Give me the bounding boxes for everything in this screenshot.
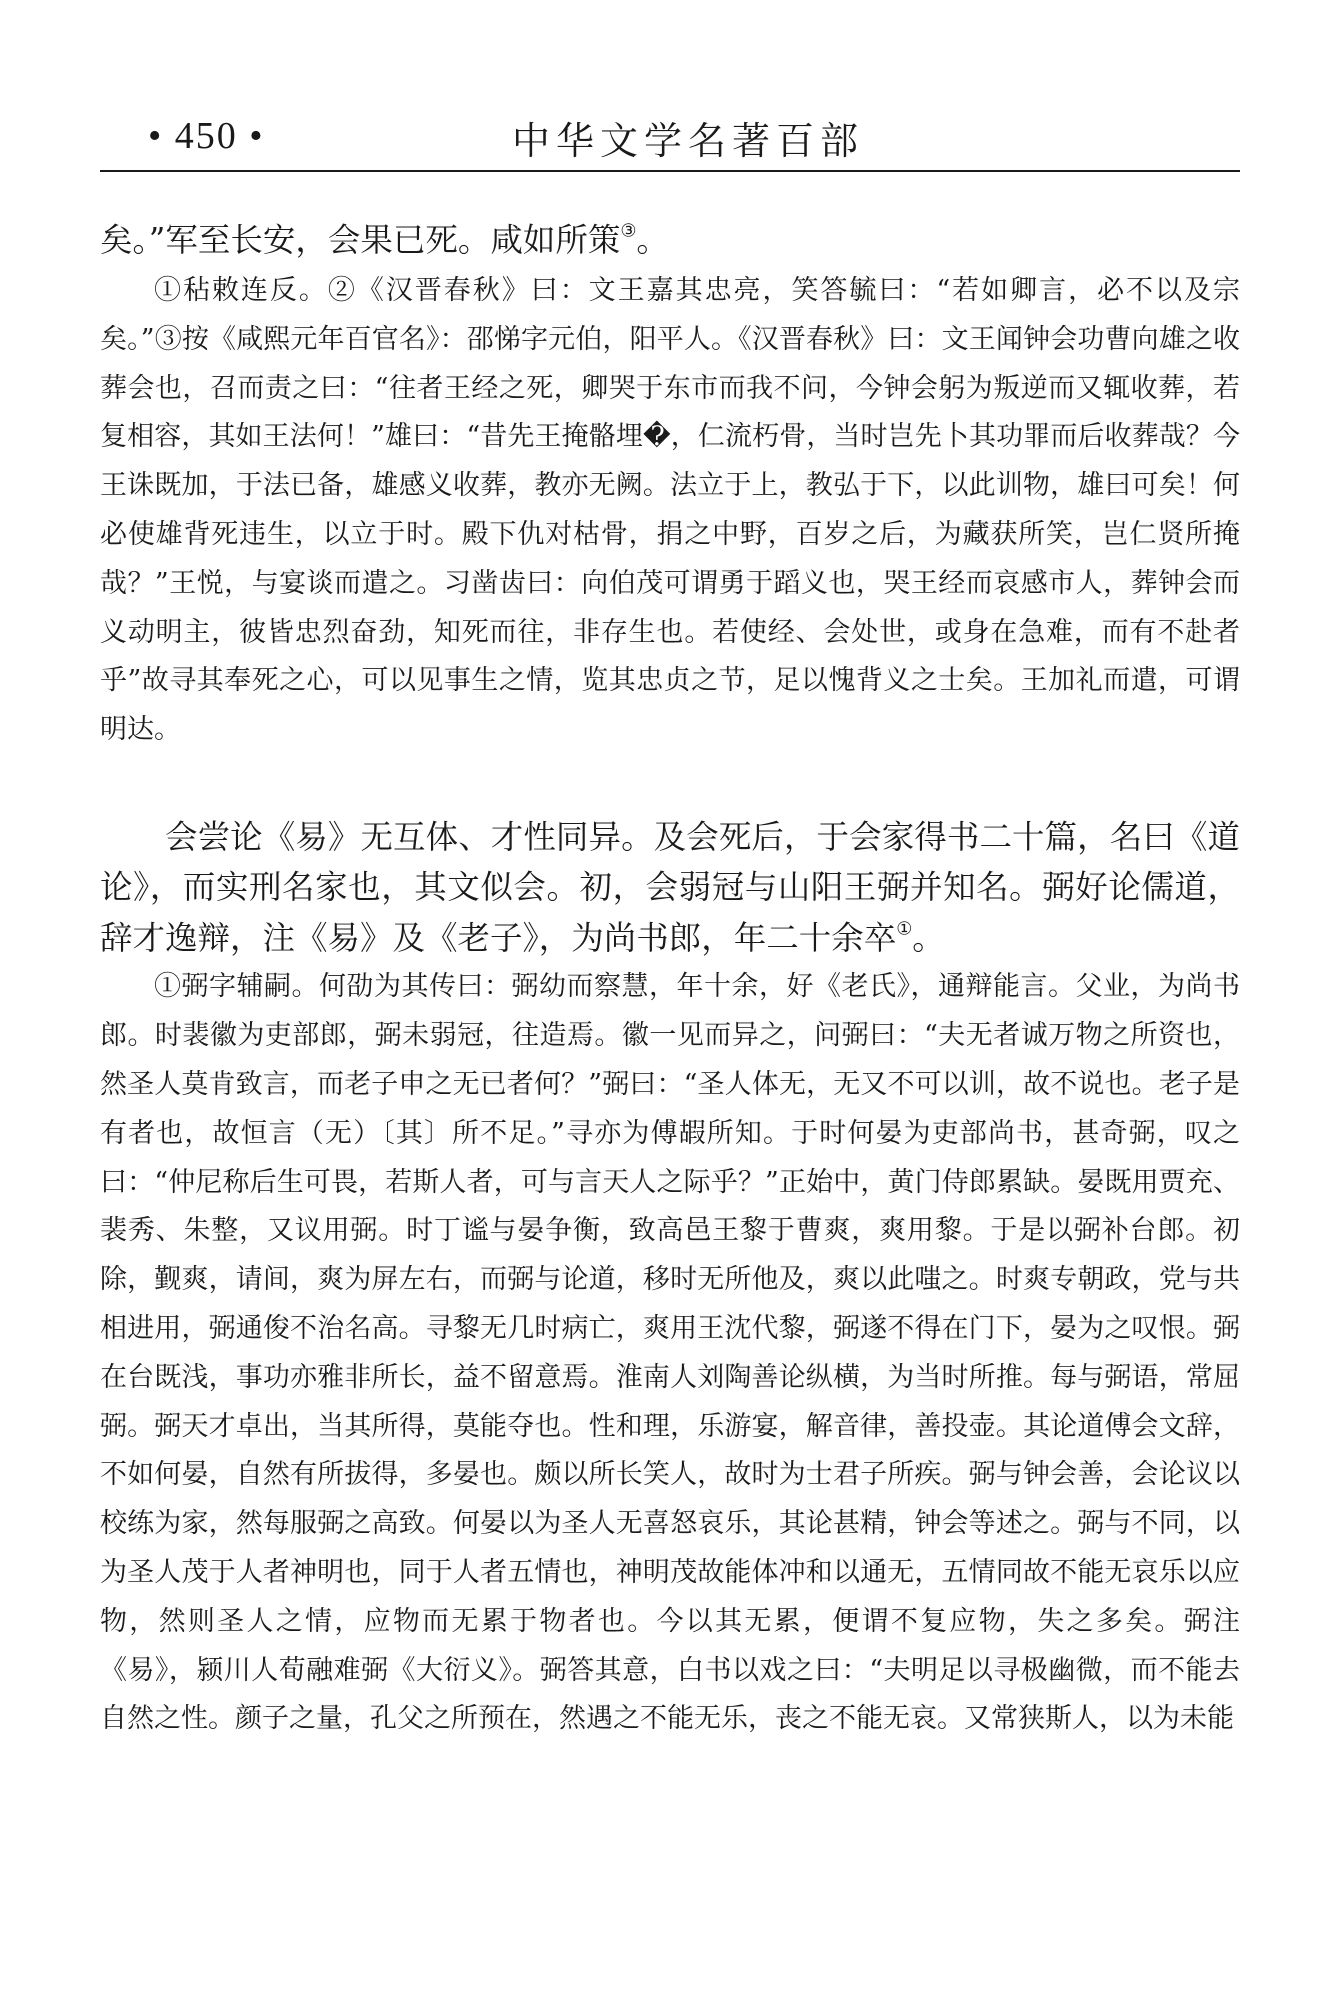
main-text-1-end: 。	[636, 221, 669, 259]
footnote-marker: ③	[620, 220, 637, 242]
annotation-2: ①弼字辅嗣。何劭为其传曰：弼幼而察慧，年十余，好《老氏》，通辩能言。父业，为尚书郎。时裴徽为吏部郎，弼未弱冠，往造焉。徽一见而异之，问弼曰：“夫无者诚万物之所资也，然圣人莫肯致言，而老子申之无已者何？”弼曰：“圣人体无，无又不可以训，故不说也。老子是有者也，故恒言（无）〔其〕所不足。”寻亦为傅嘏所知。于时何晏为吏部尚书，甚奇弼，叹之曰：“仲尼称后生可畏，若斯人者，可与言天人之际乎？”正始中，黄门侍郎累缺。晏既用贾充、裴秀、朱整，又议用弼。时丁谧与晏争衡，致高邑王黎于曹爽，爽用黎。于是以弼补台郎。初除，觐爽，请间，爽为屏左右，而弼与论道，移时无所他及，爽以此嗤之。时爽专朝政，党与共相进用，弼通俊不治名高。寻黎无几时病亡，爽用王沈代黎，弼遂不得在门下，晏为之叹恨。弼在台既浅，事功亦雅非所长，益不留意焉。淮南人刘陶善论纵横，为当时所推。每与弼语，常屈弼。弼天才卓出，当其所得，莫能夺也。性和理，乐游宴，解音律，善投壶。其论道傅会文辞，不如何晏，自然有所拔得，多晏也。颇以所长笑人，故时为士君子所疾。弼与钟会善，会论议以校练为家，然每服弼之高致。何晏以为圣人无喜怒哀乐，其论甚精，钟会等述之。弼与不同，以为圣人茂于人者神明也，同于人者五情也，神明茂故能体冲和以通无，五情同故不能无哀乐以应物，然则圣人之情，应物而无累于物者也。今以其无累，便谓不复应物，失之多矣。弼注《易》，颍川人荀融难弼《大衍义》。弼答其意，白书以戏之曰：“夫明足以寻极幽微，而不能去自然之性。颜子之量，孔父之所预在，然遇之不能无乐，丧之不能无哀。又常狭斯人，以为未能	[100, 971, 1240, 1735]
book-title: 中华文学名著百部	[512, 119, 865, 163]
page-header	[100, 98, 1240, 172]
main-paragraph-1	[100, 215, 1240, 265]
page-body	[100, 215, 1240, 1744]
annotation-1: ①秥敕连反。②《汉晋春秋》曰：文王嘉其忠亮，笑答毓曰：“若如卿言，必不以及宗矣。”③按《咸熙元年百官名》：邵悌字元伯，阳平人。《汉晋春秋》曰：文王闻钟会功曹向雄之收葬会也，召而责之曰：“往者王经之死，卿哭于东市而我不问，今钟会躬为叛逆而又辄收葬，若复相容，其如王法何！”雄曰：“昔先王掩骼埋�，仁流朽骨，当时岂先卜其功罪而后收葬哉？今王诛既加，于法已备，雄感义收葬，教亦无阙。法立于上，教弘于下，以此训物，雄曰可矣！何必使雄背死违生，以立于时。殿下仇对枯骨，捐之中野，百岁之后，为藏获所笑，岂仁贤所掩哉？”王悦，与宴谈而遣之。习凿齿曰：向伯茂可谓勇于蹈义也，哭王经而哀感市人，葬钟会而义动明主，彼皆忠烈奋劲，知死而往，非存生也。若使经、会处世，或身在急难，而有不赴者乎”故寻其奉死之心，可以见事生之情，览其忠贞之节，足以愧背义之士矣。王加礼而遣，可谓明达。	[100, 275, 1240, 746]
main-paragraph-2	[100, 812, 1240, 964]
main-text-2: 会尝论《易》无互体、才性同异。及会死后，于会家得书二十篇，名曰《道论》，而实刑名家也，其文似会。初，会弱冠与山阳王弼并知名。弼好论儒道，辞才逸辩，注《易》及《老子》，为尚书郎，年二十余卒	[100, 817, 1240, 957]
main-text-2-end: 。	[912, 918, 945, 957]
main-text-1: 矣。”军至长安，会果已死。咸如所策	[100, 221, 621, 259]
footnote-marker: ①	[896, 918, 913, 940]
page-number: • 450 •	[148, 115, 265, 157]
